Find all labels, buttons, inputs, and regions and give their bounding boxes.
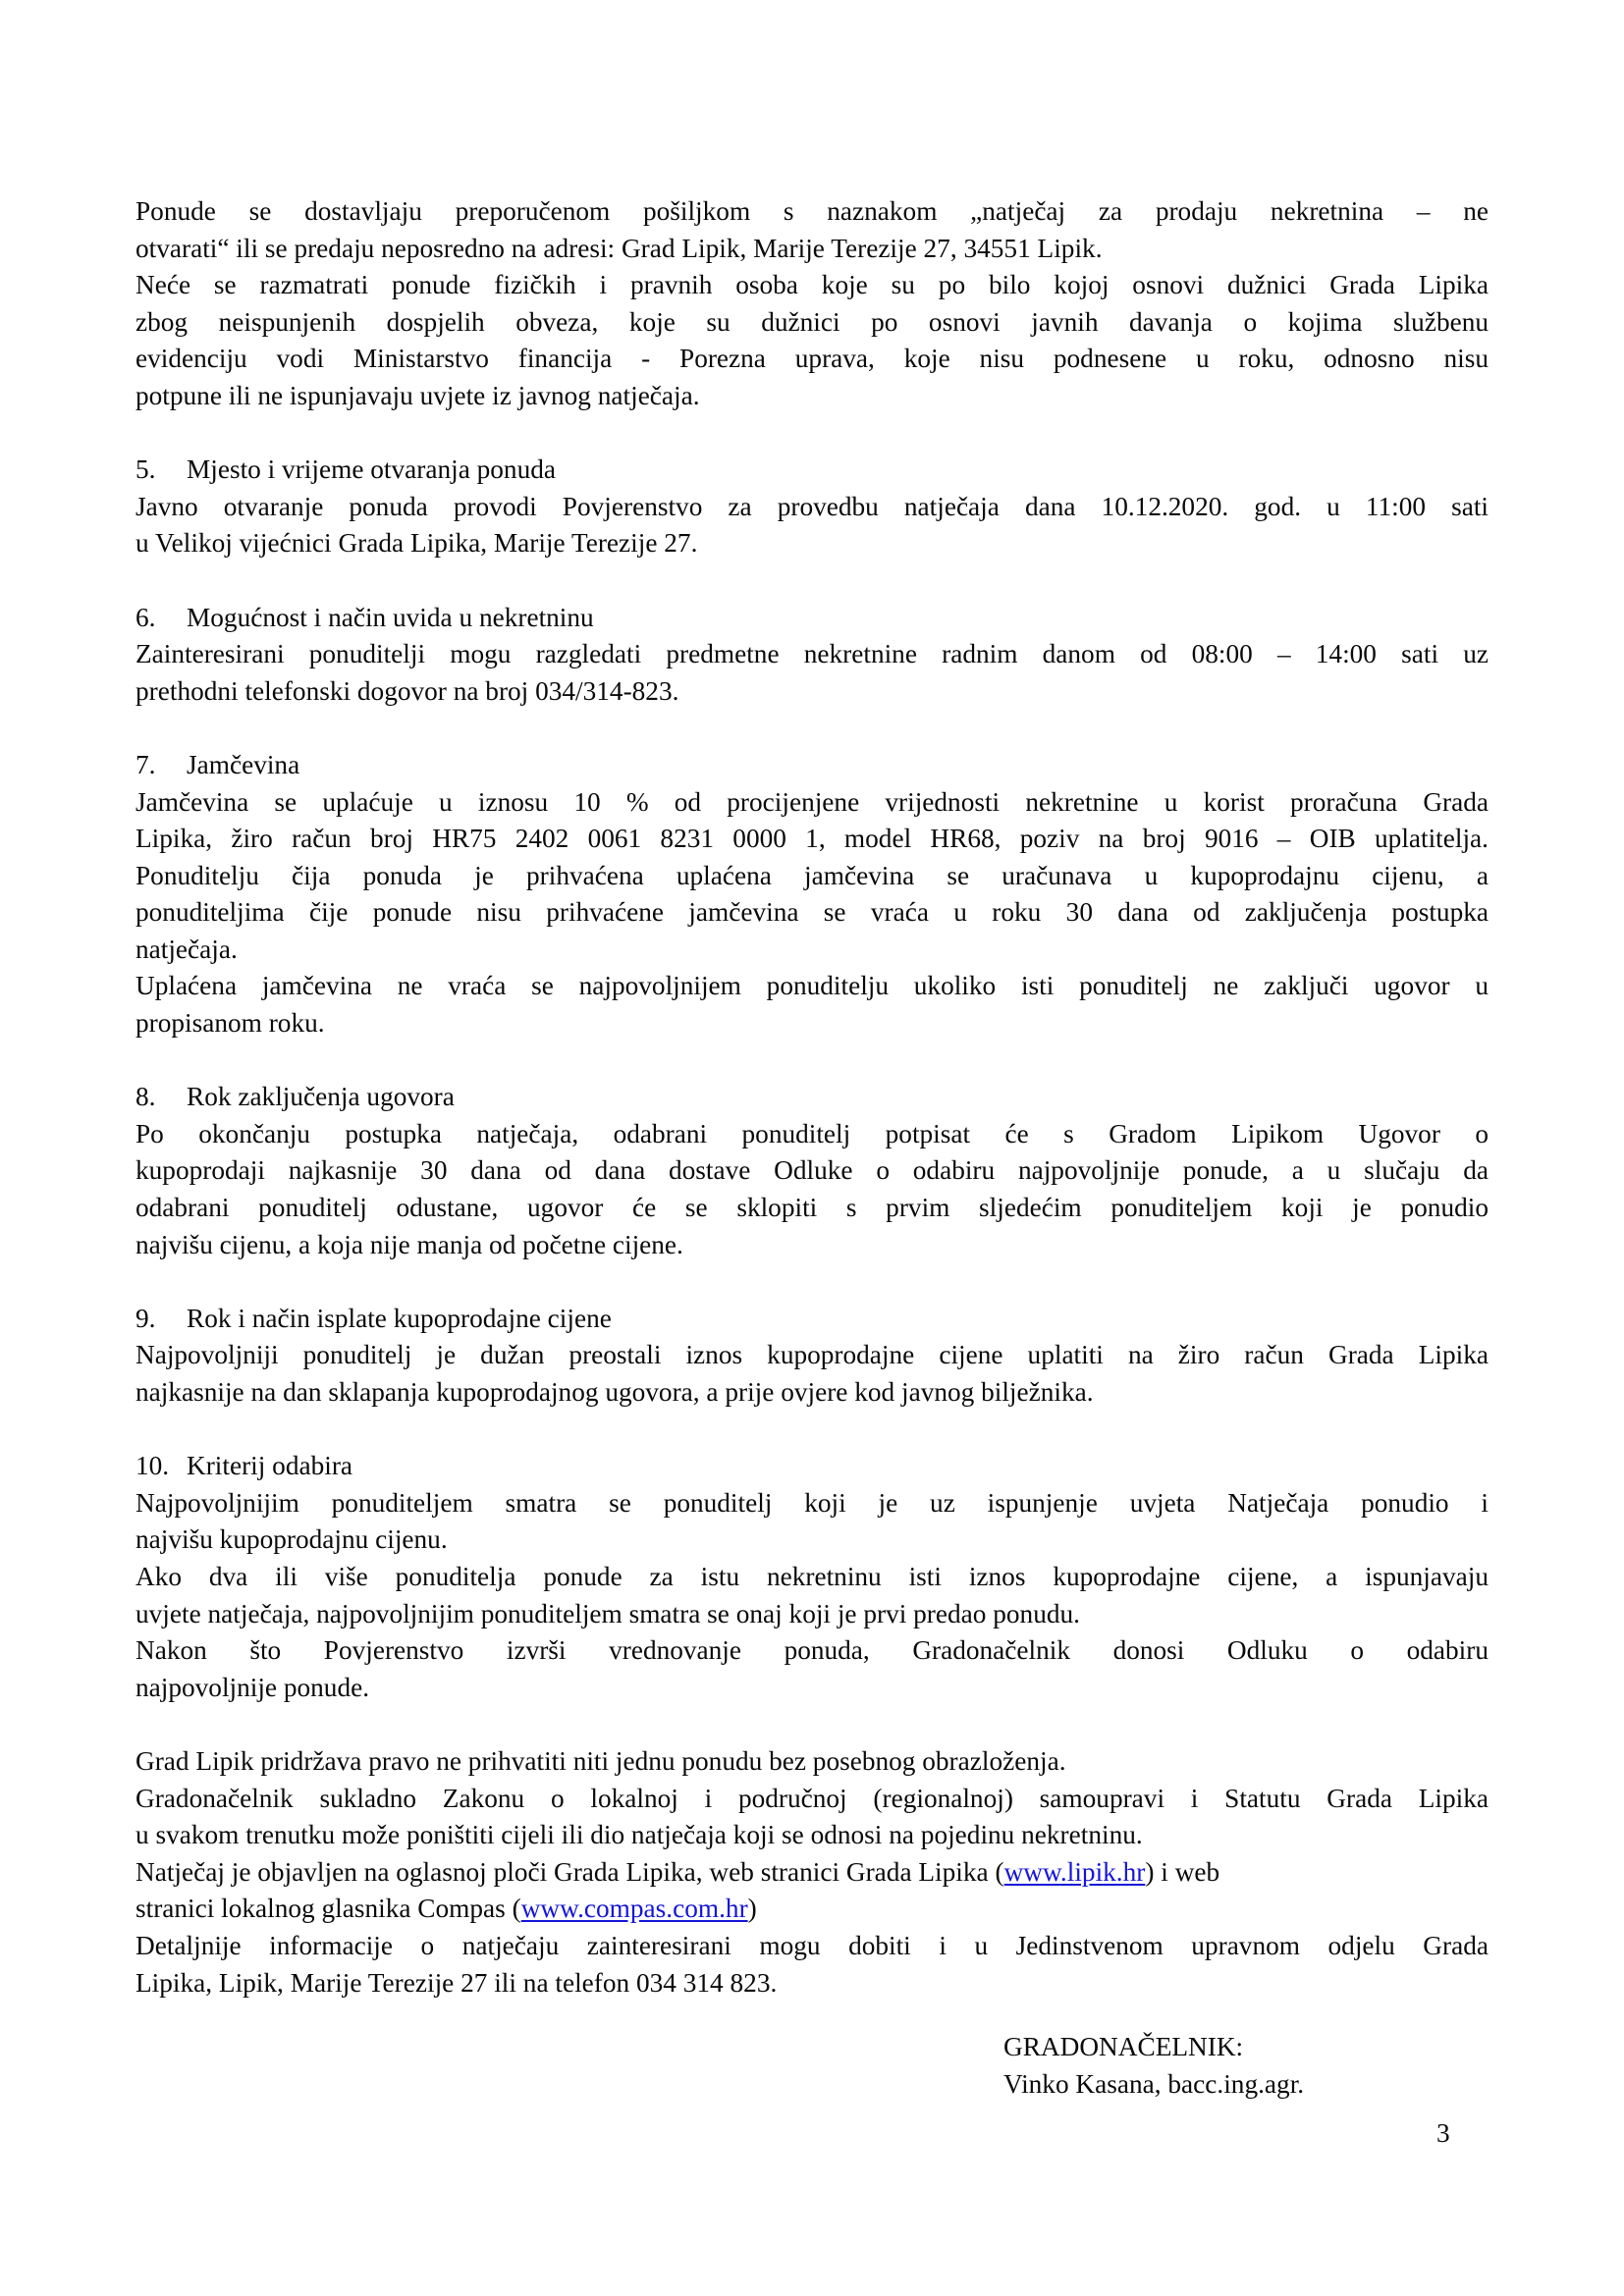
text-line: u Velikoj vijećnici Grada Lipika, Marije Terezije 27. bbox=[135, 528, 698, 559]
section-number: 8. bbox=[135, 1082, 156, 1112]
text-line: Jamčevina se uplaćuje u iznosu 10 % od procijenjene vrijednosti nekretnine u korist proračuna Grada bbox=[135, 786, 1489, 817]
section-10 bbox=[135, 1448, 1489, 1706]
link-lipik-website[interactable]: www.lipik.hr bbox=[1003, 1856, 1146, 1887]
text-line: Detaljnije informacije o natječaju zainteresirani mogu dobiti i u Jedinstvenom upravnom odjelu Grada bbox=[135, 1930, 1489, 1960]
signature-name: Vinko Kasana, bacc.ing.agr. bbox=[1003, 2068, 1305, 2099]
text-line: najkasnije na dan sklapanja kupoprodajnog ugovora, a prije ovjere kod javnog bilježnika. bbox=[135, 1377, 1094, 1407]
intro-paragraph bbox=[135, 193, 1489, 415]
section-8 bbox=[135, 1079, 1489, 1263]
section-heading bbox=[135, 600, 1489, 637]
text-line: otvarati“ ili se predaju neposredno na adresi: Grad Lipik, Marije Terezije 27, 34551 Lipik. bbox=[135, 233, 1103, 263]
text-line: najvišu cijenu, a koja nije manja od početne cijene. bbox=[135, 1229, 683, 1259]
section-number: 10. bbox=[135, 1451, 170, 1481]
section-9 bbox=[135, 1301, 1489, 1412]
text-line: Javno otvaranje ponuda provodi Povjerenstvo za provedbu natječaja dana 10.12.2020. god. u 11:00 sati bbox=[135, 491, 1489, 521]
section-title: Rok i način isplate kupoprodajne cijene bbox=[187, 1303, 612, 1333]
section-title: Kriterij odabira bbox=[187, 1451, 353, 1481]
text-line: Neće se razmatrati ponude fizičkih i pravnih osoba koje su po bilo kojoj osnovi dužnici Grada Lipika bbox=[135, 270, 1489, 300]
text-line: Uplaćena jamčevina ne vraća se najpovoljnijem ponuditelju ukoliko isti ponuditelj ne zaključi ugovor u bbox=[135, 971, 1489, 1001]
section-5 bbox=[135, 452, 1489, 562]
signature-title: GRADONAČELNIK: bbox=[1003, 2032, 1244, 2061]
spacer bbox=[135, 1412, 1489, 1449]
link-compas-website[interactable]: www.compas.com.hr bbox=[520, 1894, 748, 1924]
signature-block bbox=[1003, 2029, 1304, 2103]
text-line: zbog neispunjenih dospjelih obveza, koje su dužnici po osnovi javnih davanja o kojima službenu bbox=[135, 306, 1489, 337]
text-line: potpune ili ne ispunjavaju uvjete iz javnog natječaja. bbox=[135, 380, 700, 410]
text-fragment: ) i web bbox=[1145, 1856, 1220, 1887]
text-line: Gradonačelnik sukladno Zakonu o lokalnoj i područnoj (regionalnoj) samoupravi i Statutu Grada Lipika bbox=[135, 1783, 1489, 1813]
section-title: Rok zaključenja ugovora bbox=[187, 1082, 455, 1112]
text-line: kupoprodaji najkasnije 30 dana od dana dostave Odluke o odabiru najpovoljnije ponude, a u slučaju da bbox=[135, 1155, 1489, 1186]
text-line: Lipika, Lipik, Marije Terezije 27 ili na telefon 034 314 823. bbox=[135, 1967, 778, 1998]
text-line: u svakom trenutku može poništiti cijeli ili dio natječaja koji se odnosi na pojedinu nekretninu. bbox=[135, 1820, 1143, 1850]
text-line: Ako dva ili više ponuditelja ponude za istu nekretninu isti iznos kupoprodajne cijene, a ispunjavaju bbox=[135, 1561, 1489, 1591]
page-number: 3 bbox=[1436, 2118, 1450, 2148]
spacer bbox=[135, 1706, 1489, 1743]
text-fragment: stranici lokalnog glasnika Compas ( bbox=[135, 1894, 521, 1924]
text-line: odabrani ponuditelj odustane, ugovor će se sklopiti s prvim sljedećim ponuditeljem koji je ponudio bbox=[135, 1193, 1489, 1223]
text-fragment: Natječaj je objavljen na oglasnoj ploči Grada Lipika, web stranici Grada Lipika ( bbox=[135, 1856, 1004, 1887]
section-6 bbox=[135, 600, 1489, 711]
text-fragment: ) bbox=[747, 1894, 757, 1924]
text-line: Lipika, žiro račun broj HR75 2402 0061 8231 0000 1, model HR68, poziv na broj 9016 – OIB uplatitelja. bbox=[135, 824, 1489, 854]
closing-paragraph bbox=[135, 1743, 1489, 2002]
section-number: 7. bbox=[135, 749, 156, 779]
text-line: evidenciju vodi Ministarstvo financija - Porezna uprava, koje nisu podnesene u roku, odnosno nisu bbox=[135, 344, 1489, 374]
text-line: Ponude se dostavljaju preporučenom pošiljkom s naznakom „natječaj za prodaju nekretnina – ne bbox=[135, 196, 1489, 226]
section-title: Mogućnost i način uvida u nekretninu bbox=[187, 602, 594, 632]
section-heading bbox=[135, 1079, 1489, 1116]
text-line: Najpovoljnijim ponuditeljem smatra se ponuditelj koji je uz ispunjenje uvjeta Natječaja ponudio i bbox=[135, 1487, 1489, 1518]
section-title: Jamčevina bbox=[187, 749, 300, 779]
text-line: Zainteresirani ponuditelji mogu razgledati predmetne nekretnine radnim danom od 08:00 – 14:00 sati uz bbox=[135, 639, 1489, 669]
spacer bbox=[135, 415, 1489, 453]
spacer bbox=[135, 1042, 1489, 1080]
text-line: najvišu kupoprodajnu cijenu. bbox=[135, 1524, 448, 1555]
text-line: natječaja. bbox=[135, 934, 238, 964]
section-title: Mjesto i vrijeme otvaranja ponuda bbox=[187, 454, 556, 485]
text-line: uvjete natječaja, najpovoljnijim ponuditeljem smatra se onaj koji je prvi predao ponudu. bbox=[135, 1598, 1080, 1629]
text-line: propisanom roku. bbox=[135, 1008, 325, 1039]
section-heading bbox=[135, 1301, 1489, 1338]
section-7 bbox=[135, 747, 1489, 1042]
text-line: Najpovoljniji ponuditelj je dužan preostali iznos kupoprodajne cijene uplatiti na žiro račun Grada Lipika bbox=[135, 1340, 1489, 1370]
section-number: 9. bbox=[135, 1303, 156, 1333]
text-line: Nakon što Povjerenstvo izvrši vrednovanje ponuda, Gradonačelnik donosi Odluku o odabiru bbox=[135, 1635, 1489, 1666]
section-number: 6. bbox=[135, 602, 156, 632]
spacer bbox=[135, 562, 1489, 600]
spacer bbox=[135, 1263, 1489, 1301]
text-line: Grad Lipik pridržava pravo ne prihvatiti niti jednu ponudu bez posebnog obrazloženja. bbox=[135, 1745, 1066, 1776]
text-line: Po okončanju postupka natječaja, odabrani ponuditelj potpisat će s Gradom Lipikom Ugovor o bbox=[135, 1118, 1489, 1148]
text-line: prethodni telefonski dogovor na broj 034/314-823. bbox=[135, 675, 679, 706]
document-body bbox=[135, 193, 1489, 2002]
text-line bbox=[135, 1891, 1489, 1928]
section-number: 5. bbox=[135, 454, 156, 485]
spacer bbox=[135, 710, 1489, 747]
section-heading bbox=[135, 747, 1489, 784]
section-heading bbox=[135, 452, 1489, 489]
text-line: ponuditeljima čije ponude nisu prihvaćene jamčevina se vraća u roku 30 dana od zaključenja postupka bbox=[135, 897, 1489, 928]
section-heading bbox=[135, 1448, 1489, 1485]
text-line bbox=[135, 1854, 1489, 1892]
text-line: Ponuditelju čija ponuda je prihvaćena uplaćena jamčevina se uračunava u kupoprodajnu cijenu, a bbox=[135, 860, 1489, 890]
text-line: najpovoljnije ponude. bbox=[135, 1672, 370, 1702]
